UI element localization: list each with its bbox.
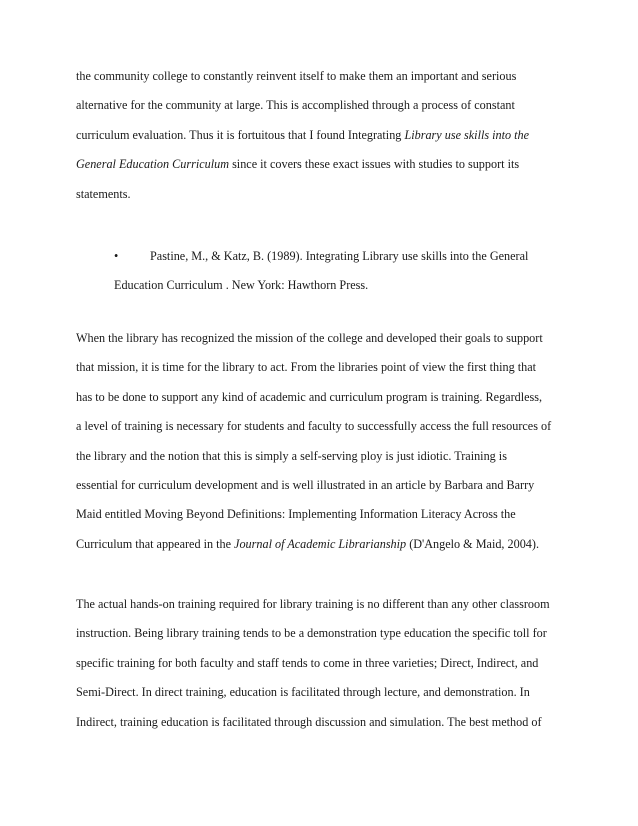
text-run: curriculum evaluation. Thus it is fortuitous that I found Integrating bbox=[76, 127, 405, 142]
text-line bbox=[76, 121, 576, 150]
citation-bullet-item bbox=[114, 242, 584, 301]
text-line: specific training for both faculty and staff tends to come in three varieties; Direct, Indirect, and bbox=[76, 655, 539, 670]
text-line: the community college to constantly reinvent itself to make them an important and serious bbox=[76, 69, 517, 83]
text-line: has to be done to support any kind of academic and curriculum program is training. Regardless, bbox=[76, 389, 543, 404]
text-line: The actual hands-on training required for library training is no different than any other classroom bbox=[76, 597, 550, 611]
text-run: Curriculum that appeared in the bbox=[76, 536, 235, 551]
text-line: Indirect, training education is facilitated through discussion and simulation. The best method of bbox=[76, 714, 542, 729]
paragraph-2 bbox=[76, 324, 576, 559]
text-line: alternative for the community at large. This is accomplished through a process of constant bbox=[76, 98, 515, 113]
text-run: since it covers these exact issues with studies to support its bbox=[229, 157, 520, 172]
citation-line: Pastine, M., & Katz, B. (1989). Integrating Library use skills into the General bbox=[150, 249, 529, 263]
text-line: instruction. Being library training tends to be a demonstration type education the specific toll for bbox=[76, 626, 547, 641]
text-line: When the library has recognized the mission of the college and developed their goals to support bbox=[76, 331, 543, 345]
text-line bbox=[76, 150, 576, 179]
italic-title-run: Library use skills into the bbox=[404, 127, 530, 142]
italic-title-run: General Education Curriculum bbox=[76, 157, 230, 172]
text-line: a level of training is necessary for students and faculty to successfully access the full resources of bbox=[76, 419, 552, 434]
paragraph-3 bbox=[76, 590, 576, 737]
paragraph-1 bbox=[76, 62, 576, 209]
bullet-icon: • bbox=[114, 249, 119, 263]
text-run: (D'Angelo & Maid, 2004). bbox=[406, 536, 539, 551]
text-line: essential for curriculum development and is well illustrated in an article by Barbara and Barry bbox=[76, 477, 535, 492]
citation-line: Education Curriculum . New York: Hawthorn Press. bbox=[114, 278, 369, 293]
text-line: that mission, it is time for the library to act. From the libraries point of view the first thing that bbox=[76, 360, 536, 375]
text-line bbox=[76, 530, 576, 559]
text-line: statements. bbox=[76, 186, 131, 201]
text-line: Semi-Direct. In direct training, education is facilitated through lecture, and demonstration. In bbox=[76, 685, 530, 700]
italic-journal-run: Journal of Academic Librarianship bbox=[234, 536, 407, 551]
text-line: the library and the notion that this is simply a self-serving ploy is just idiotic. Training is bbox=[76, 448, 507, 463]
text-line: Maid entitled Moving Beyond Definitions: Implementing Information Literacy Across the bbox=[76, 507, 516, 522]
